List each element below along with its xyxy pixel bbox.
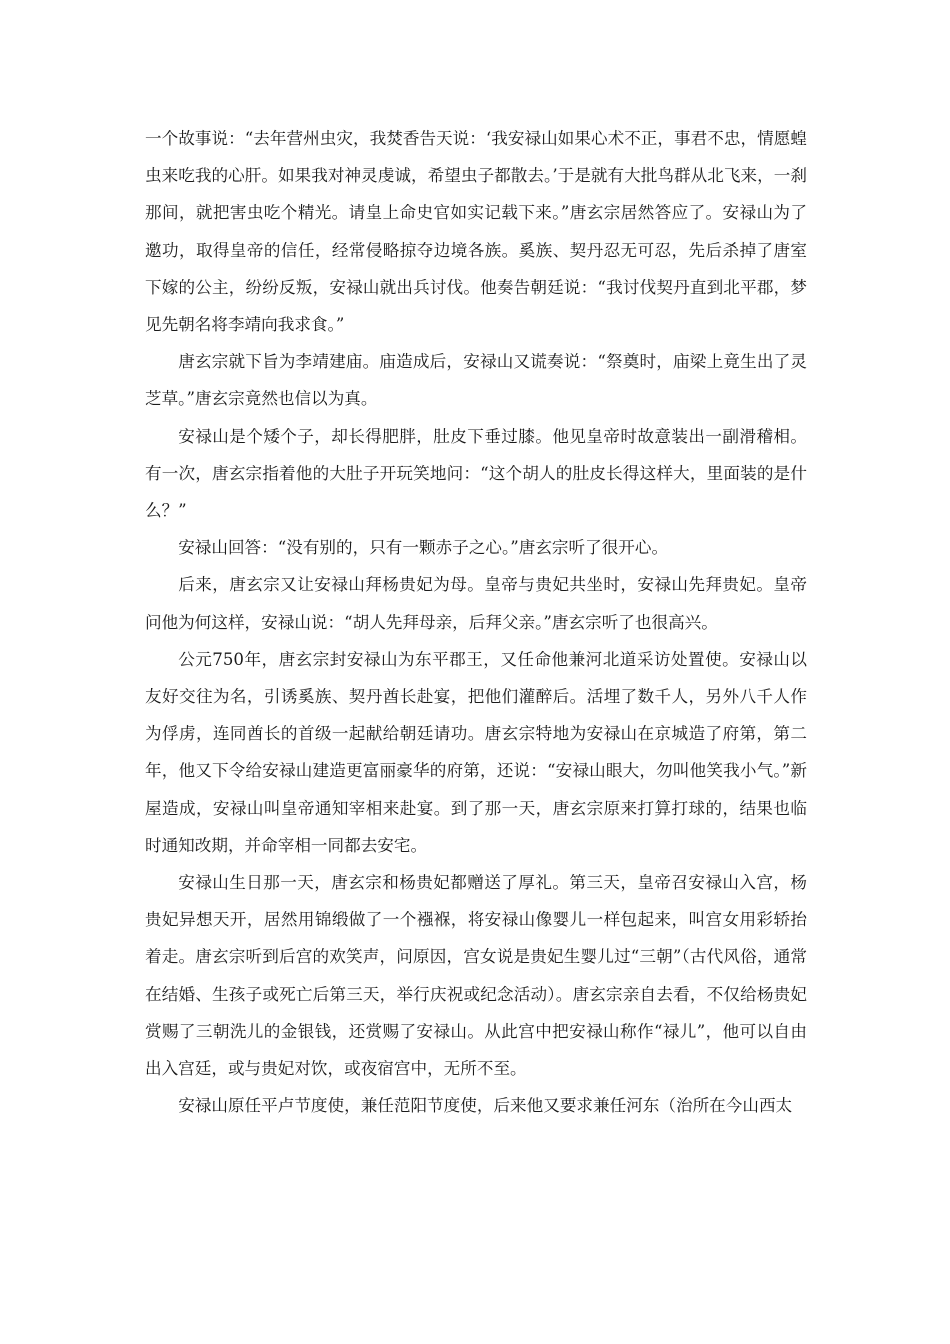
paragraph: 后来，唐玄宗又让安禄山拜杨贵妃为母。皇帝与贵妃共坐时，安禄山先拜贵妃。皇帝问他为何这样，安禄山说：“胡人先拜母亲，后拜父亲。”唐玄宗听了也很高兴。 (145, 575, 807, 632)
paragraph: 唐玄宗就下旨为李靖建庙。庙造成后，安禄山又谎奏说：“祭奠时，庙梁上竟生出了灵芝草。”唐玄宗竟然也信以为真。 (145, 352, 807, 409)
paragraph: 安禄山是个矮个子，却长得肥胖，肚皮下垂过膝。他见皇帝时故意装出一副滑稽相。有一次，唐玄宗指着他的大肚子开玩笑地问：“这个胡人的肚皮长得这样大，里面装的是什么？” (145, 426, 807, 521)
paragraph: 安禄山回答：“没有别的，只有一颗赤子之心。”唐玄宗听了很开心。 (178, 538, 669, 558)
paragraph: 安禄山原任平卢节度使，兼任范阳节度使，后来他又要求兼任河东（治所在今山西太 (178, 1096, 793, 1116)
body-text (145, 120, 807, 1124)
paragraph: 一个故事说：“去年营州虫灾，我焚香告天说：‘我安禄山如果心术不正，事君不忠，情愿蝗虫来吃我的心肝。如果我对神灵虔诚，希望虫子都散去。’于是就有大批鸟群从北飞来，一刹那间，就把害虫吃个精光。请皇上命史官如实记载下来。”唐玄宗居然答应了。安禄山为了邀功，取得皇帝的信任，经常侵略掠夺边境各族。奚族、契丹忍无可忍，先后杀掉了唐室下嫁的公主，纷纷反叛，安禄山就出兵讨伐。他奏告朝廷说：“我讨伐契丹直到北平郡，梦见先朝名将李靖向我求食。” (145, 129, 807, 335)
paragraph: 安禄山生日那一天，唐玄宗和杨贵妃都赠送了厚礼。第三天，皇帝召安禄山入宫，杨贵妃异想天开，居然用锦缎做了一个襁褓，将安禄山像婴儿一样包起来，叫宫女用彩轿抬着走。唐玄宗听到后宫的欢笑声，问原因，宫女说是贵妃生婴儿过“三朝”（古代风俗，通常在结婚、生孩子或死亡后第三天，举行庆祝或纪念活动）。唐玄宗亲自去看，不仅给杨贵妃赏赐了三朝洗儿的金银钱，还赏赐了安禄山。从此宫中把安禄山称作“禄儿”，他可以自由出入宫廷，或与贵妃对饮，或夜宿宫中，无所不至。 (145, 873, 807, 1079)
paragraph: 公元750年，唐玄宗封安禄山为东平郡王，又任命他兼河北道采访处置使。安禄山以友好交往为名，引诱奚族、契丹酋长赴宴，把他们灌醉后。活埋了数千人，另外八千人作为俘虏，连同酋长的首级一起献给朝廷请功。唐玄宗特地为安禄山在京城造了府第，第二年，他又下令给安禄山建造更富丽豪华的府第，还说：“安禄山眼大，勿叫他笑我小气。”新屋造成，安禄山叫皇帝通知宰相来赴宴。到了那一天，唐玄宗原来打算打球的，结果也临时通知改期，并命宰相一同都去安宅。 (145, 649, 807, 855)
